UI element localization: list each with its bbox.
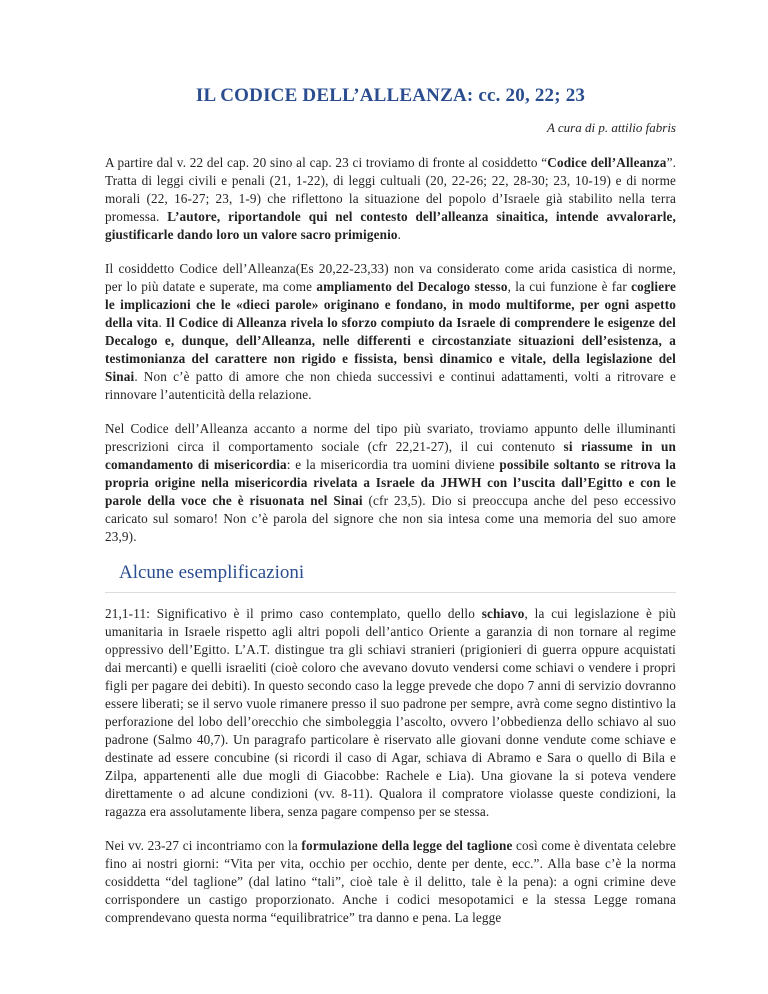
bold-run: Codice dell’Alleanza [547,155,667,170]
section-divider [105,592,676,593]
bold-run: ampliamento del Decalogo stesso [316,279,508,294]
bold-run: cogliere le implicazioni che le «dieci parole» originano e fondano, in modo multiforme, per ogni aspetto della vita [105,279,676,330]
text-run: 21,1-11: Significativo è il primo caso contemplato, quello dello [105,606,482,621]
paragraph-intro [105,154,676,244]
text-run: Il cosiddetto Codice dell’Alleanza(Es 20,22-23,33) non va considerato come arida casistica di norme, per lo più datate e superate, ma come [105,261,676,294]
section-heading: Alcune esemplificazioni [119,562,305,583]
text-run: , la cui legislazione è più umanitaria in Israele rispetto agli altri popoli dell’antico Oriente a garanzia di non tornare al regime oppressivo dell’Egitto. L’A.T. distingue tra gli schiavi stranieri (prigionieri di guerra oppure acquistati dai mercanti) e quelli israeliti (cioè coloro che avevano dovuto vendersi come schiavi o vendere i propri figli per pagare dei debiti). In questo secondo caso la legge prevede che dopo 7 anni di servizio dovranno essere liberati; se il servo vuole rimanere presso il suo padrone per sempre, avrà come segno distintivo la perforazione del lobo dell’orecchio che simboleggia l’ascolto, ovvero l’obbedienza dello schiavo al suo padrone (Salmo 40,7). Un paragrafo particolare è riservato alle giovani donne vendute come schiave e destinate ad essere concubine (si ricordi il caso di Agar, schiava di Abramo e Sara o quello di Bila e Zilpa, appartenenti alle due mogli di Giacobbe: Rachele e Lia). Una giovane la si poteva vendere direttamente o ad alcune condizioni (vv. 8-11). Qualora il compratore violasse queste condizioni, la ragazza era assolutamente libera, senza pagare compenso per se stessa. [105,606,676,819]
text-run: A partire dal v. 22 del cap. 20 sino al cap. 23 ci troviamo di fronte al cosiddetto “ [105,155,548,170]
text-run: : e la misericordia tra uomini diviene [286,457,500,472]
author-byline: A cura di p. attilio fabris [546,120,676,135]
text-run: Nel Codice dell’Alleanza accanto a norme del tipo più svariato, troviamo appunto delle illuminanti prescrizioni circa il comportamento sociale (cfr 22,21-27), il cui contenuto [105,421,676,454]
bold-run: schiavo [481,606,525,621]
bold-run: Il Codice di Alleanza rivela lo sforzo compiuto da Israele di comprendere le esigenze del Decalogo e, dunque, dell’Alleanza, nelle differenti e circostanziate situazioni dell’esistenza, a testimonianza del carattere non rigido e fissista, bensì dinamico e vitale, della legislazione del Sinai [105,315,676,384]
text-run: . [397,227,402,242]
text-run: . [158,315,166,330]
bold-run: L’autore, riportandole qui nel contesto dell’alleanza sinaitica, intende avvalorarle, giustificarle dando loro un valore sacro primigenio [105,209,676,242]
paragraph-codice [105,260,676,404]
paragraph-schiavo [105,605,676,821]
bold-run: possibile soltanto se ritrova la propria origine nella misericordia rivelata a Israele da JHWH con l’uscita dall’Egitto e con le parole della voce che è risuonata nel Sinai [105,457,676,508]
paragraph-taglione [105,837,676,927]
bold-run: si riassume in un comandamento di misericordia [105,439,676,472]
text-run: così come è diventata celebre fino ai nostri giorni: “Vita per vita, occhio per occhio, dente per dente, ecc.”. Alla base c’è la norma cosiddetta “del taglione” (dal latino “tali”, cioè tale è il delitto, tale è la pena): a ogni crimine deve corrispondere un castigo proporzionato. Anche i codici mesopotamici e la stessa Legge romana comprendevano questa norma “equilibratrice” tra danno e pena. La legge [105,838,676,925]
document-title: IL CODICE DELL’ALLEANZA: cc. 20, 22; 23 [195,85,586,106]
text-run: , la cui funzione è far [507,279,632,294]
text-run: (cfr 23,5). Dio si preoccupa anche del peso eccessivo caricato sul somaro! Non c’è parola del signore che non sia intesa come una memoria del suo amore 23,9). [105,493,676,544]
paragraph-misericordia [105,420,676,546]
text-run: Nei vv. 23-27 ci incontriamo con la [105,838,302,853]
text-run: ”. Tratta di leggi civili e penali (21, 1-22), di leggi cultuali (20, 22-26; 22, 28-30; 23, 10-19) e di norme morali (22, 16-27; 23, 1-9) che riflettono la situazione del popolo d’Israele già stabilito nella terra promessa. [105,155,677,224]
text-run: . Non c’è patto di amore che non chieda successivi e continui adattamenti, volti a ritrovare e rinnovare l’autenticità della relazione. [105,369,676,402]
bold-run: formulazione della legge del taglione [301,838,513,853]
